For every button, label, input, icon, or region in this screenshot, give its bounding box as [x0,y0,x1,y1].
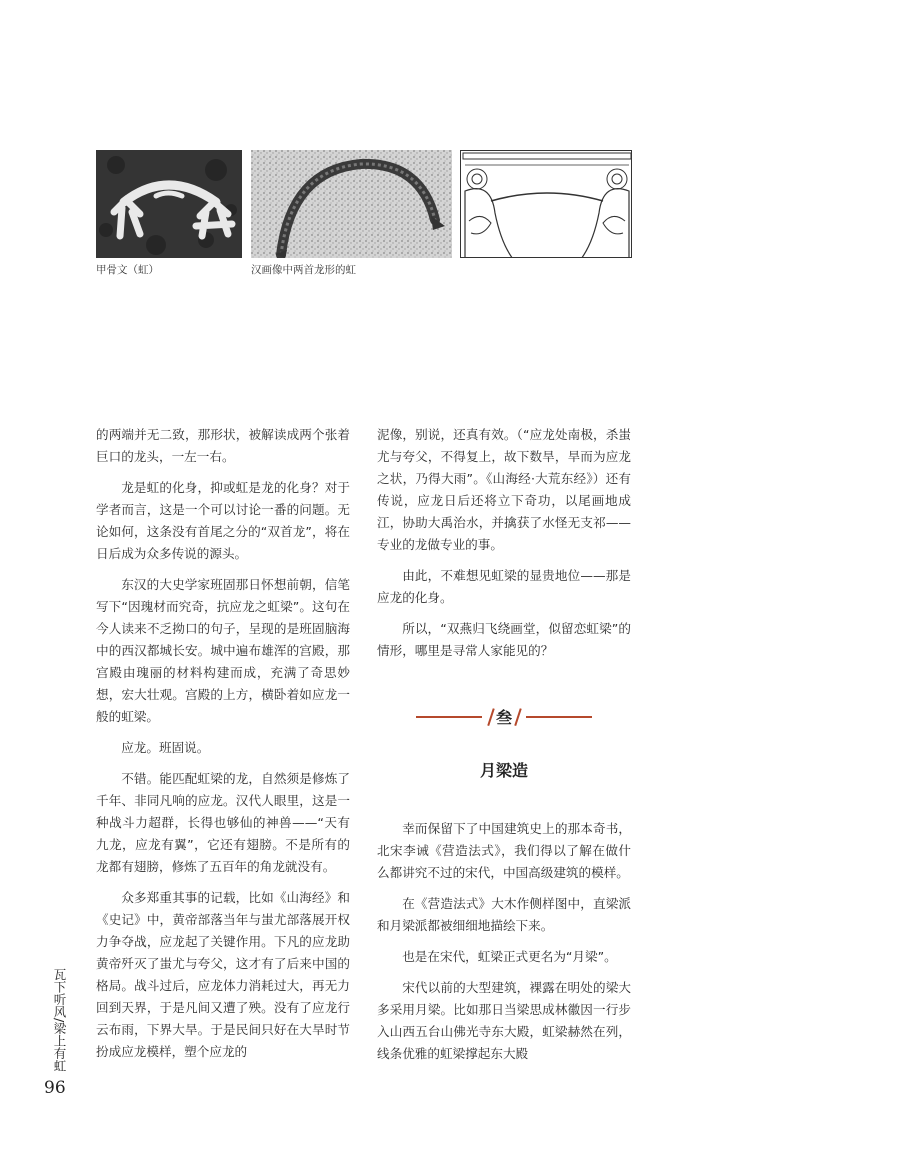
yingzao-fashi-drawing [460,150,632,258]
crescent-beam-drawing [461,151,632,258]
oracle-bone-image [96,150,242,258]
running-head: 瓦下听风/梁上有虹 [52,968,67,1073]
paragraph: 龙是虹的化身，抑或虹是龙的化身？对于学者而言，这是一个可以讨论一番的问题。无论如何，这条没有首尾之分的“双首龙”，将在日后成为众多传说的源头。 [96,480,350,561]
paragraph: 宋代以前的大型建筑，裸露在明处的梁大多采用月梁。比如那日当梁思成林徽因一行步入山西五台山佛光寺东大殿，虹梁赫然在列，线条优雅的虹梁撑起东大殿 [377,980,631,1061]
paragraph: 所以，“双燕归飞绕画堂，似留恋虹梁”的情形，哪里是寻常人家能见的？ [377,621,631,658]
paragraph: 不错。能匹配虹梁的龙，自然须是修炼了千年、非同凡响的应龙。汉代人眼里，这是一种战斗力超群，长得也够仙的神兽——“天有九龙，应龙有翼”，它还有翅膀。不是所有的龙都有翅膀，修炼了五百年的角龙就没有。 [96,771,350,874]
paragraph: 泥像，别说，还真有效。（“应龙处南极，杀蚩尤与夸父，不得复上，故下数旱，旱而为应龙之状，乃得大雨”。《山海经·大荒东经》）还有传说，应龙日后还将立下奇功，以尾画地成江，协助大禹治水，并擒获了水怪无支祁——专业的龙做专业的事。 [377,427,631,552]
left-column [96,424,350,1072]
paragraph: 由此，不难想见虹梁的显贵地位——那是应龙的化身。 [377,568,631,605]
divider-line-left [416,716,482,718]
page-number: 96 [44,1078,66,1098]
divider-line-right [526,716,592,718]
right-column-bottom [377,818,631,1074]
paragraph: 在《营造法式》大木作侧样图中，直梁派和月梁派都被细细地描绘下来。 [377,896,631,933]
right-column-top [377,424,631,671]
figure-caption-oracle-bone: 甲骨文（虹） [96,264,159,276]
paragraph: 的两端并无二致，那形状，被解读成两个张着巨口的龙头，一左一右。 [96,427,350,464]
oracle-bone-glyph [96,150,242,258]
paragraph: 东汉的大史学家班固那日怀想前朝，信笔写下“因瑰材而究奇，抗应龙之虹梁”。这句在今人读来不乏拗口的句子，呈现的是班固脑海中的西汉都城长安。城中遍布雄浑的宫殿，那宫殿由瑰丽的材料构建而成，充满了奇思妙想，宏大壮观。宫殿的上方，横卧着如应龙一般的虹梁。 [96,577,350,724]
paragraph: 也是在宋代，虹梁正式更名为“月梁”。 [402,949,617,964]
han-relief-image [251,150,452,258]
section-divider [416,705,592,729]
two-headed-dragon-rainbow [251,150,452,258]
section-number: 叁 [488,705,520,728]
paragraph: 幸而保留下了中国建筑史上的那本奇书，北宋李诫《营造法式》，我们得以了解在做什么都讲究不过的宋代，中国高级建筑的模样。 [377,821,631,880]
section-title: 月梁造 [479,761,528,780]
figure-caption-han-relief: 汉画像中两首龙形的虹 [251,264,356,276]
paragraph: 应龙。班固说。 [121,740,210,755]
paragraph: 众多郑重其事的记载，比如《山海经》和《史记》中，黄帝部落当年与蚩尤部落展开权力争夺战，应龙起了关键作用。下凡的应龙助黄帝歼灭了蚩尤与夸父，这才有了后来中国的格局。战斗过后，应龙体力消耗过大，再无力回到天界，于是凡间又遭了殃。没有了应龙行云布雨，下界大旱。于是民间只好在大旱时节扮成应龙模样，塑个应龙的 [96,890,350,1059]
